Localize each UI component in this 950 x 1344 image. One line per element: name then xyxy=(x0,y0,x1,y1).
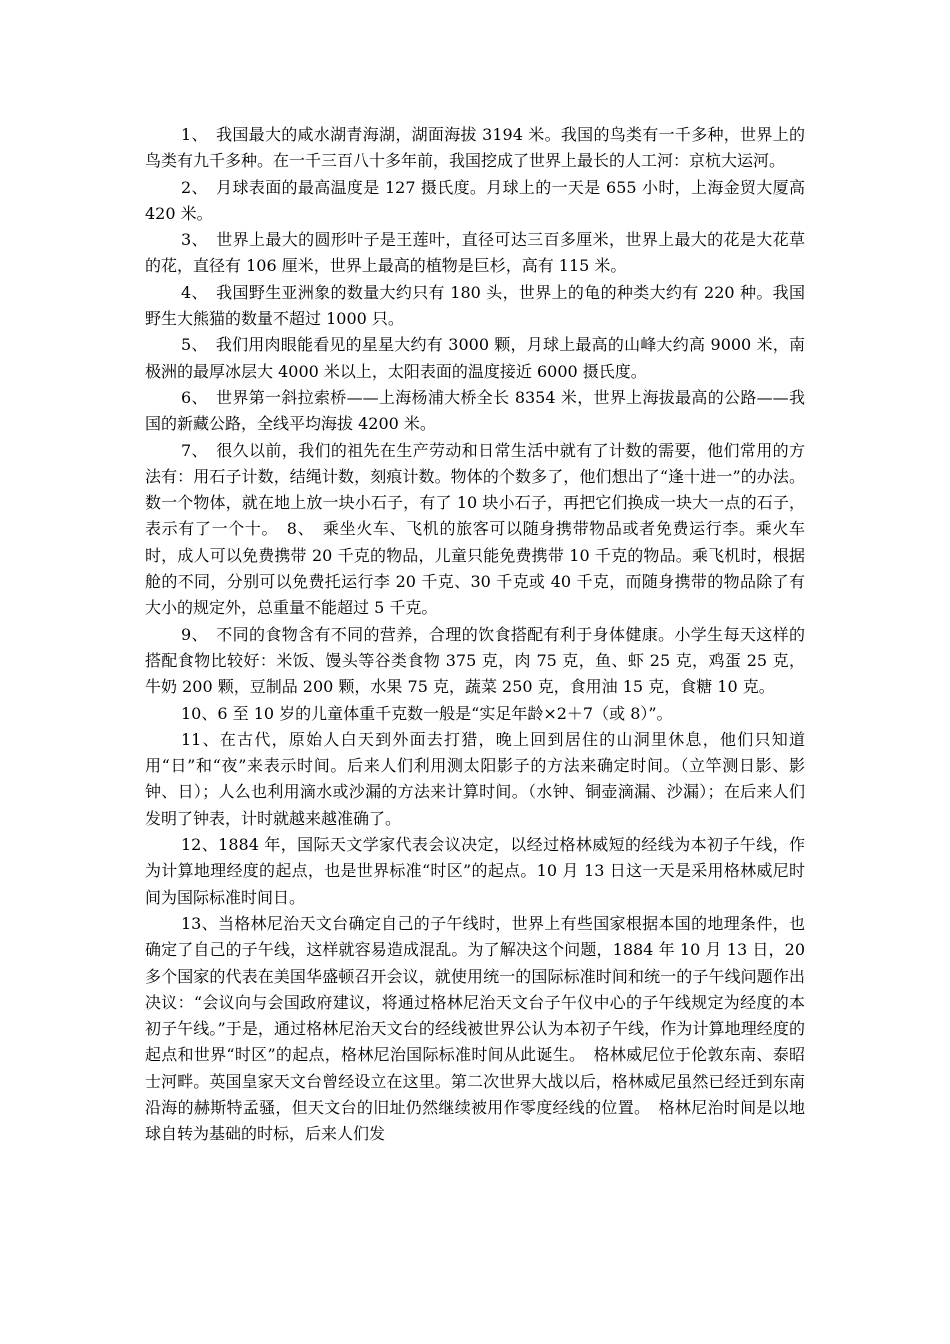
paragraph-6: 6、 世界第一斜拉索桥——上海杨浦大桥全长 8354 米，世界上海拔最高的公路——我国的新藏公路，全线平均海拔 4200 米。 xyxy=(145,387,805,434)
paragraph-1: 1、 我国最大的咸水湖青海湖，湖面海拔 3194 米。我国的鸟类有一千多种，世界上的鸟类有九千多种。在一千三百八十多年前，我国挖成了世界上最长的人工河：京杭大运河。 xyxy=(145,125,805,171)
paragraph-11: 11、在古代，原始人白天到外面去打猎，晚上回到居住的山洞里休息，他们只知道用“日”和“夜”来表示时间。后来人们利用测太阳影子的方法来确定时间。（立竿测日影、影钟、日）；人么也利用滴水或沙漏的方法来计算时间。（水钟、铜壶滴漏、沙漏）；在后来人们发明了钟表，计时就越来越准确了。 xyxy=(145,729,805,828)
paragraph-3: 3、 世界上最大的圆形叶子是王莲叶，直径可达三百多厘米，世界上最大的花是大花草的花，直径有 106 厘米，世界上最高的植物是巨杉，高有 115 米。 xyxy=(145,230,805,276)
paragraph-12: 12、1884 年，国际天文学家代表会议决定，以经过格林威短的经线为本初子午线，作为计算地理经度的起点，也是世界标准“时区”的起点。10 月 13 日这一天是采用格林威尼时间为国际标准时间日。 xyxy=(145,835,805,907)
paragraph-13: 13、当格林尼治天文台确定自己的子午线时，世界上有些国家根据本国的地理条件，也确定了自己的子午线，这样就容易造成混乱。为了解决这个问题，1884 年 10 月 13 日，20 多个国家的代表在美国华盛顿召开会议，就使用统一的国际标准时间和统一的子午线问题作出决议：“会议向与会国政府建议，将通过格林尼治天文台子午仪中心的子午线规定为经度的本初子午线。”于是，通过格林尼治天文台的经线被世界公认为本初子午线，作为计算地理经度的起点和世界“时区”的起点，格林尼治国际标准时间从此诞生。 格林威尼位于伦敦东南、泰昭士河畔。英国皇家天文台曾经设立在这里。第二次世界大战以后，格林威尼虽然已经迁到东南沿海的赫斯特孟骚，但天文台的旧址仍然继续被用作零度经线的位置。 格林尼治时间是以地球自转为基础的时标，后来人们发 xyxy=(145,913,805,1144)
paragraph-2: 2、 月球表面的最高温度是 127 摄氏度。月球上的一天是 655 小时，上海金贸大厦高 420 米。 xyxy=(145,177,805,223)
paragraph-10: 10、6 至 10 岁的儿童体重千克数一般是“实足年龄×2＋7（或 8）”。 xyxy=(181,703,673,723)
paragraph-5: 5、 我们用肉眼能看见的星星大约有 3000 颗，月球上最高的山峰大约高 9000 米，南极洲的最厚冰层大 4000 米以上，太阳表面的温度接近 6000 摄氏度。 xyxy=(145,335,805,381)
paragraph-4: 4、 我国野生亚洲象的数量大约只有 180 头，世界上的龟的种类大约有 220 种。我国野生大熊猫的数量不超过 1000 只。 xyxy=(145,282,805,329)
paragraph-9: 9、 不同的食物含有不同的营养，合理的饮食搭配有利于身体健康。小学生每天这样的搭配食物比较好：米饭、馒头等谷类食物 375 克，肉 75 克，鱼、虾 25 克，鸡蛋 25 克，牛奶 200 颗，豆制品 200 颗，水果 75 克，蔬菜 250 克，食用油 15 克，食糖 10 克。 xyxy=(145,624,805,697)
paragraph-7-8: 7、 很久以前，我们的祖先在生产劳动和日常生活中就有了计数的需要，他们常用的方法有：用石子计数，结绳计数，刻痕计数。物体的个数多了，他们想出了“逢十进一”的办法。数一个物体，就在地上放一块小石子，有了 10 块小石子，再把它们换成一块大一点的石子，表示有了一个十。 8、 乘坐火车、飞机的旅客可以随身携带物品或者免费运行李。乘火车时，成人可以免费携带 20 千克的物品，儿童只能免费携带 10 千克的物品。乘飞机时，根据舱的不同，分别可以免费托运行李 20 千克、30 千克或 40 千克，而随身携带的物品除了有大小的规定外，总重量不能超过 5 千克。 xyxy=(145,440,805,618)
document-body xyxy=(145,122,805,1148)
